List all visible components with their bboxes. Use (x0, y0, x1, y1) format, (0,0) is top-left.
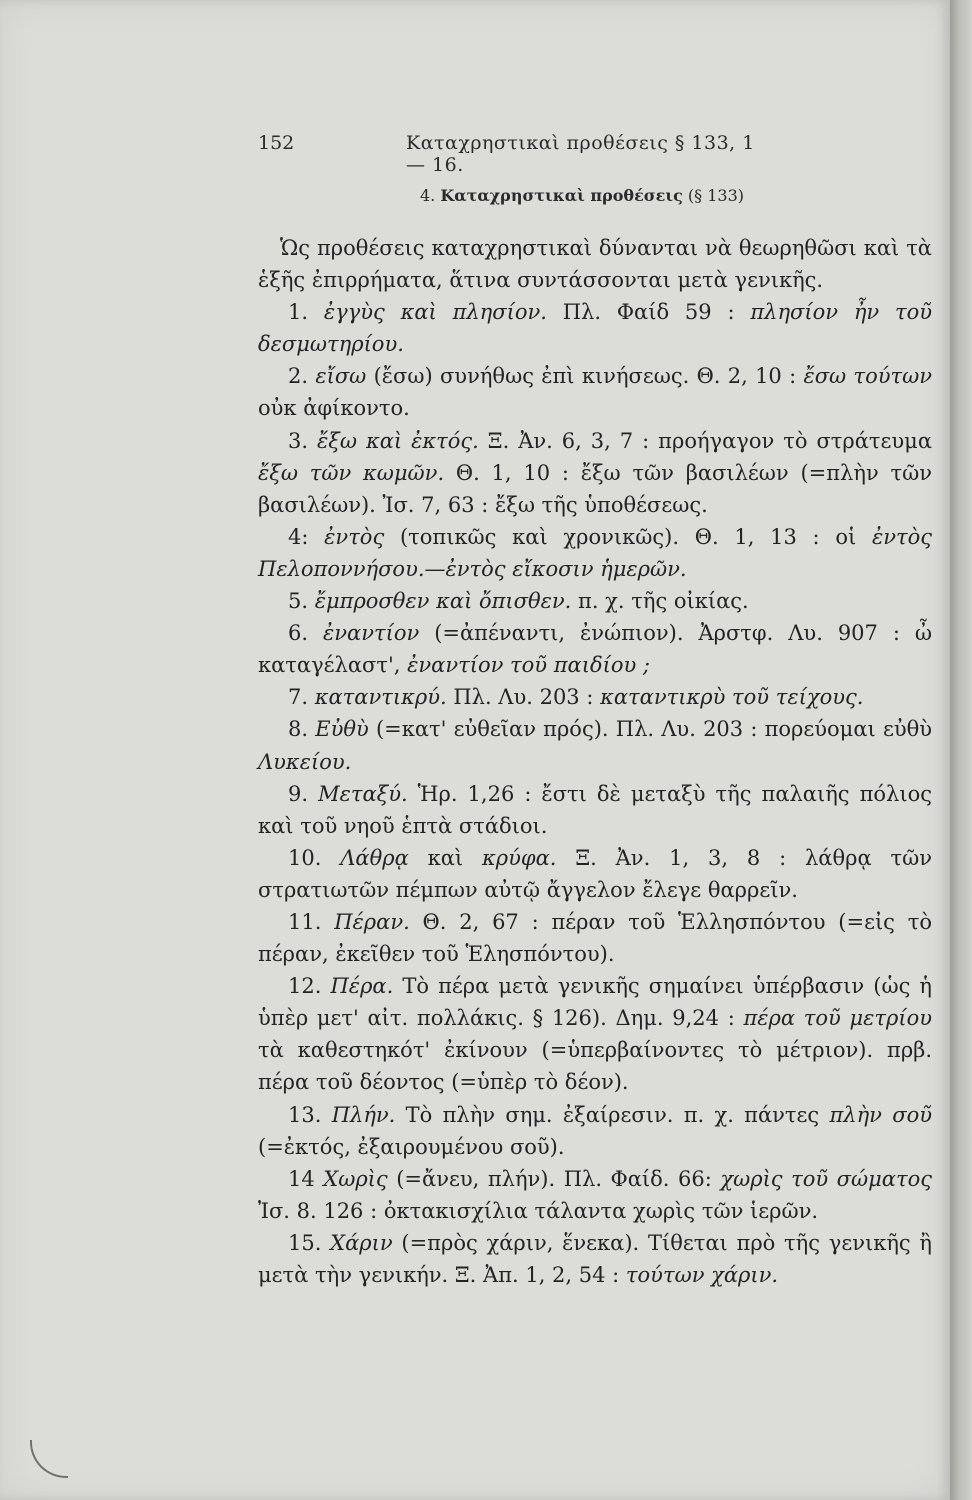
running-title: Καταχρηστικαὶ προθέσεις § 133, 1 — 16. (406, 132, 755, 176)
entry-15: 15. Χάριν (=πρὸς χάριν, ἕνεκα). Τίθεται πρὸ τῆς γενικῆς ἢ μετὰ τὴν γενικήν. Ξ. Ἀπ. 1, 2, 54 : τούτων χάριν. (258, 1230, 932, 1287)
running-header (258, 132, 778, 176)
entry-13: 13. Πλήν. Τὸ πλὴν σημ. ἐξαίρεσιν. π. χ. πάντες πλὴν σοῦ (=ἐκτός, ἐξαιρουμένου σοῦ). (258, 1102, 932, 1159)
entry-4: 4: ἐντὸς (τοπικῶς καὶ χρονικῶς). Θ. 1, 13 : οἱ ἐντὸς Πελοποννήσου.—ἐντὸς εἴκοσιν ἡμερῶν. (258, 524, 932, 581)
body-text (258, 232, 932, 1291)
entry-6: 6. ἐναντίον (=ἀπέναντι, ἐνώπιον). Ἀρστφ. Λυ. 907 : ὦ καταγέλαστ', ἐναντίον τοῦ παιδίου ; (258, 621, 932, 678)
section-heading (420, 186, 744, 205)
section-ref: (§ 133) (687, 186, 745, 205)
section-title: Καταχρηστικαὶ προθέσεις (440, 186, 683, 205)
entry-3: 3. ἔξω καὶ ἐκτός. Ξ. Ἀν. 6, 3, 7 : προήγαγον τὸ στράτευμα ἔξω τῶν κωμῶν. Θ. 1, 10 : ἔξω τῶν βασιλέων (=πλὴν τῶν βασιλέων). Ἰσ. 7, 63 : ἔξω τῆς ὑποθέσεως. (258, 428, 933, 517)
entry-8: 8. Εὐθὺ (=κατ' εὐθεῖαν πρός). Πλ. Λυ. 203 : πορεύομαι εὐθὺ Λυκείου. (258, 717, 932, 774)
entry-10: 10. Λάθρᾳ καὶ κρύφα. Ξ. Ἀν. 1, 3, 8 : λάθρᾳ τῶν στρατιωτῶν πέμπων αὐτῷ ἄγγελον ἔλεγε θαρρεῖν. (258, 845, 933, 902)
entry-2: 2. εἴσω (ἔσω) συνήθως ἐπὶ κινήσεως. Θ. 2, 10 : ἔσω τούτων οὐκ ἀφίκοντο. (258, 364, 932, 421)
entry-14: 14 Χωρὶς (=ἄνευ, πλήν). Πλ. Φαίδ. 66: χωρὶς τοῦ σώματος Ἰσ. 8. 126 : ὀκτακισχίλια τάλαντα χωρὶς τῶν ἱερῶν. (258, 1166, 932, 1223)
entry-11: 11. Πέραν. Θ. 2, 67 : πέραν τοῦ Ἑλλησπόντου (=εἰς τὸ πέραν, ἐκεῖθεν τοῦ Ἑλησπόντου). (258, 909, 933, 967)
entry-5: 5. ἔμπροσθεν καὶ ὄπισθεν. π. χ. τῆς οἰκίας. (288, 589, 749, 614)
entry-1: 1. ἐγγὺς καὶ πλησίον. Πλ. Φαίδ 59 : πλησίον ἦν τοῦ δεσμωτηρίου. (258, 300, 933, 357)
entry-12: 12. Πέρα. Τὸ πέρα μετὰ γενικῆς σημαίνει ὑπέρβασιν (ὡς ἡ ὑπὲρ μετ' αἰτ. πολλάκις. § 126). Δημ. 9,24 : πέρα τοῦ μετρίου τὰ καθεστηκότ' ἐκίνουν (=ὑπερβαίνοντες τὸ μέτριον). πρβ. πέρα τοῦ δέοντος (=ὑπὲρ τὸ δέον). (258, 974, 933, 1095)
entry-7: 7. καταντικρύ. Πλ. Λυ. 203 : καταντικρὺ τοῦ τείχους. (288, 685, 864, 710)
intro-paragraph: Ὡς προθέσεις καταχρηστικαὶ δύνανται νὰ θεωρηθῶσι καὶ τὰ ἑξῆς ἐπιρρήματα, ἅτινα συντάσσονται μετὰ γενικῆς. (258, 236, 932, 293)
corner-pencil-mark (30, 1440, 68, 1478)
page-edge-shadow (950, 0, 972, 1500)
entry-9: 9. Μεταξύ. Ἡρ. 1,26 : ἔστι δὲ μεταξὺ τῆς παλαιῆς πόλιος καὶ τοῦ νηοῦ ἑπτὰ στάδιοι. (258, 781, 932, 838)
section-number: 4. (420, 186, 436, 205)
page-number: 152 (258, 132, 295, 154)
